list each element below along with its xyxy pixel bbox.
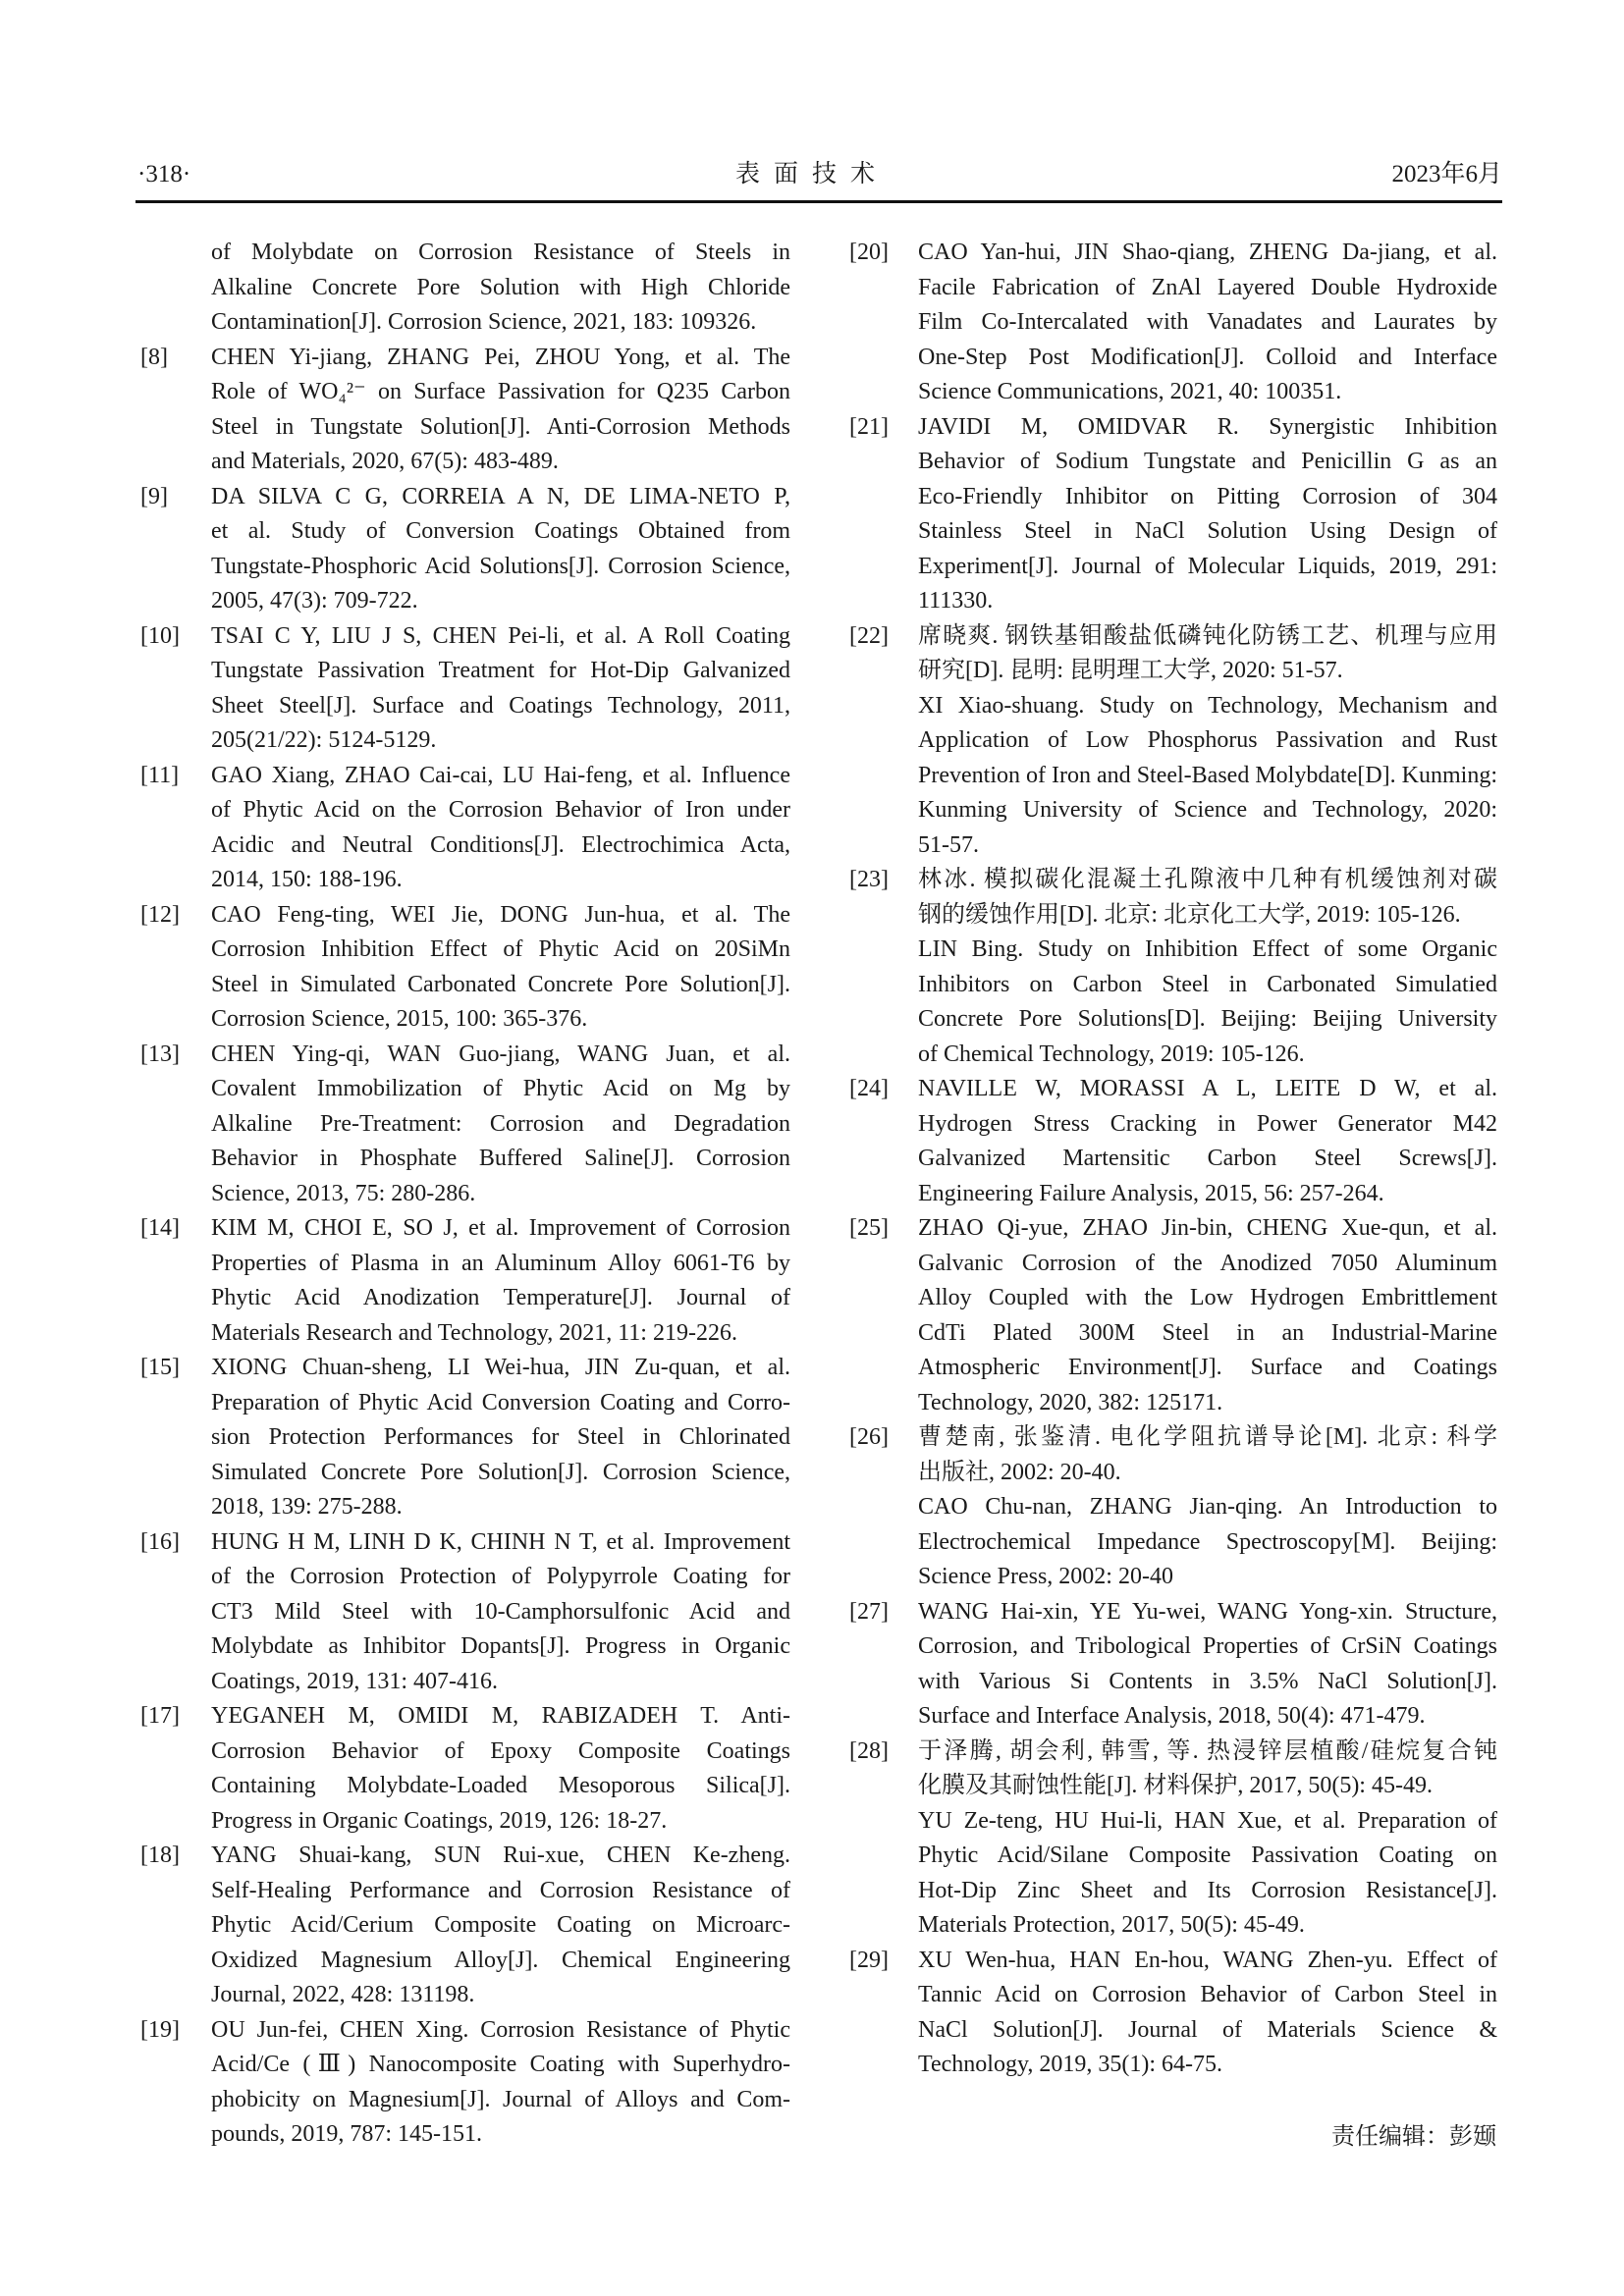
reference-line: Surface and Interface Analysis, 2018, 50(4): 471-479. bbox=[918, 1703, 1426, 1729]
reference-number: [22] bbox=[849, 622, 889, 649]
reference-line: XIONG Chuan-sheng, LI Wei-hua, JIN Zu-quan, et al. bbox=[211, 1355, 790, 1380]
reference-text bbox=[918, 1211, 1497, 1420]
reference-line: Simulated Concrete Pore Solution[J]. Corrosion Science, bbox=[211, 1459, 790, 1485]
reference-number: [9] bbox=[140, 483, 168, 509]
reference-number: [10] bbox=[140, 622, 180, 649]
reference-number: [25] bbox=[849, 1215, 889, 1241]
reference-line: JAVIDI M, OMIDVAR R. Synergistic Inhibition bbox=[918, 413, 1497, 440]
reference-line: Sheet Steel[J]. Surface and Coatings Technology, 2011, bbox=[211, 692, 790, 719]
reference-line: Alkaline Concrete Pore Solution with High Chloride bbox=[211, 274, 790, 300]
reference-line: Covalent Immobilization of Phytic Acid on Mg by bbox=[211, 1076, 790, 1101]
reference-entry bbox=[849, 236, 1497, 410]
reference-line: TSAI C Y, LIU J S, CHEN Pei-li, et al. A Roll Coating bbox=[211, 622, 790, 649]
reference-line: Tannic Acid on Corrosion Behavior of Carbon Steel in bbox=[918, 1982, 1497, 2007]
reference-line: Properties of Plasma in an Aluminum Alloy 6061-T6 by bbox=[211, 1250, 790, 1276]
reference-line: Technology, 2020, 382: 125171. bbox=[918, 1389, 1223, 1415]
reference-line: 研究[D]. 昆明: 昆明理工大学, 2020: 51-57. bbox=[918, 658, 1343, 683]
reference-line: CAO Chu-nan, ZHANG Jian-qing. An Introduction to bbox=[918, 1494, 1497, 1520]
reference-line: 出版社, 2002: 20-40. bbox=[918, 1459, 1121, 1485]
reference-entry bbox=[849, 1595, 1497, 1735]
reference-line: 席晓爽. 钢铁基钼酸盐低磷钝化防锈工艺、机理与应用 bbox=[918, 622, 1497, 649]
reference-line: 2014, 150: 188-196. bbox=[211, 867, 403, 892]
reference-line: DA SILVA C G, CORREIA A N, DE LIMA-NETO P, bbox=[211, 483, 790, 509]
reference-line: of Chemical Technology, 2019: 105-126. bbox=[918, 1041, 1305, 1067]
reference-line: Atmospheric Environment[J]. Surface and Coatings bbox=[918, 1355, 1497, 1380]
reference-line: LIN Bing. Study on Inhibition Effect of some Organic bbox=[918, 936, 1497, 962]
reference-line: XI Xiao-shuang. Study on Technology, Mechanism and bbox=[918, 692, 1497, 719]
reference-text bbox=[918, 1944, 1497, 2083]
reference-line: Tungstate-Phosphoric Acid Solutions[J]. Corrosion Science, bbox=[211, 553, 790, 579]
reference-line: Engineering Failure Analysis, 2015, 56: 257-264. bbox=[918, 1180, 1384, 1206]
reference-line: of Molybdate on Corrosion Resistance of Steels in bbox=[211, 240, 790, 265]
reference-line: pounds, 2019, 787: 145-151. bbox=[211, 2121, 482, 2147]
reference-line: Galvanized Martensitic Carbon Steel Screws[J]. bbox=[918, 1146, 1497, 1171]
reference-entry bbox=[849, 863, 1497, 1072]
reference-line: Molybdate as Inhibitor Dopants[J]. Progress in Organic bbox=[211, 1633, 790, 1659]
reference-line: Facile Fabrication of ZnAl Layered Double Hydroxide bbox=[918, 274, 1497, 300]
reference-entry bbox=[140, 1211, 790, 1351]
reference-line: Technology, 2019, 35(1): 64-75. bbox=[918, 2052, 1223, 2077]
reference-line: 钢的缓蚀作用[D]. 北京: 北京化工大学, 2019: 105-126. bbox=[918, 901, 1461, 928]
reference-line: Corrosion, and Tribological Properties of CrSiN Coatings bbox=[918, 1633, 1497, 1659]
reference-entry bbox=[140, 1038, 790, 1212]
reference-entry bbox=[849, 1211, 1497, 1420]
reference-text bbox=[918, 1595, 1497, 1735]
reference-line: Phytic Acid/Cerium Composite Coating on Microarc- bbox=[211, 1912, 790, 1938]
reference-line: CHEN Ying-qi, WAN Guo-jiang, WANG Juan, et al. bbox=[211, 1041, 790, 1067]
reference-line: Oxidized Magnesium Alloy[J]. Chemical Engineering bbox=[211, 1947, 790, 1973]
reference-line: of the Corrosion Protection of Polypyrrole Coating for bbox=[211, 1564, 790, 1589]
reference-text bbox=[211, 1351, 790, 1525]
reference-line: Stainless Steel in NaCl Solution Using Design of bbox=[918, 518, 1497, 544]
reference-line: Role of WO₄²⁻ on Surface Passivation for Q235 Carbon bbox=[211, 379, 790, 404]
reference-entry bbox=[849, 410, 1497, 619]
reference-line: 化膜及其耐蚀性能[J]. 材料保护, 2017, 50(5): 45-49. bbox=[918, 1773, 1433, 1798]
reference-entry bbox=[140, 1351, 790, 1525]
reference-line: YEGANEH M, OMIDI M, RABIZADEH T. Anti- bbox=[211, 1703, 790, 1729]
reference-entry bbox=[849, 1420, 1497, 1595]
journal-title: 表面技术 bbox=[734, 161, 889, 187]
reference-number: [20] bbox=[849, 240, 889, 265]
reference-number bbox=[140, 236, 211, 341]
reference-text bbox=[918, 1420, 1497, 1595]
reference-text bbox=[918, 410, 1497, 619]
reference-line: phobicity on Magnesium[J]. Journal of Alloys and Com- bbox=[211, 2086, 790, 2112]
reference-line: OU Jun-fei, CHEN Xing. Corrosion Resistance of Phytic bbox=[211, 2016, 790, 2043]
reference-line: Acidic and Neutral Conditions[J]. Electrochimica Acta, bbox=[211, 831, 790, 858]
reference-entry bbox=[140, 759, 790, 898]
reference-line: Film Co-Intercalated with Vanadates and Laurates by bbox=[918, 309, 1497, 335]
reference-entry bbox=[140, 236, 790, 341]
reference-entry bbox=[140, 1839, 790, 2013]
reference-entry bbox=[849, 1072, 1497, 1211]
reference-text bbox=[211, 2013, 790, 2153]
reference-line: Electrochemical Impedance Spectroscopy[M]. Beijing: bbox=[918, 1528, 1497, 1555]
reference-line: WANG Hai-xin, YE Yu-wei, WANG Yong-xin. Structure, bbox=[918, 1598, 1497, 1625]
reference-text bbox=[211, 898, 790, 1038]
reference-entry bbox=[140, 898, 790, 1038]
reference-line: Science, 2013, 75: 280-286. bbox=[211, 1180, 476, 1206]
reference-line: Phytic Acid Anodization Temperature[J]. Journal of bbox=[211, 1285, 790, 1310]
header-rule bbox=[135, 200, 1502, 203]
reference-line: Self-Healing Performance and Corrosion Resistance of bbox=[211, 1877, 790, 1903]
reference-text bbox=[918, 1735, 1497, 1944]
reference-line: Behavior in Phosphate Buffered Saline[J]. Corrosion bbox=[211, 1146, 790, 1171]
reference-line: ZHAO Qi-yue, ZHAO Jin-bin, CHENG Xue-qun, et al. bbox=[918, 1215, 1497, 1241]
reference-line: Steel in Tungstate Solution[J]. Anti-Corrosion Methods bbox=[211, 413, 790, 440]
reference-line: 205(21/22): 5124-5129. bbox=[211, 727, 437, 753]
reference-number: [12] bbox=[140, 901, 180, 928]
reference-line: NaCl Solution[J]. Journal of Materials Science & bbox=[918, 2016, 1497, 2043]
reference-line: Inhibitors on Carbon Steel in Carbonated Simulatied bbox=[918, 971, 1497, 997]
reference-line: Experiment[J]. Journal of Molecular Liquids, 2019, 291: bbox=[918, 553, 1497, 579]
reference-line: 林冰. 模拟碳化混凝土孔隙液中几种有机缓蚀剂对碳 bbox=[918, 867, 1497, 892]
reference-number: [27] bbox=[849, 1598, 889, 1625]
reference-line: 2018, 139: 275-288. bbox=[211, 1494, 403, 1520]
reference-line: NAVILLE W, MORASSI A L, LEITE D W, et al. bbox=[918, 1076, 1497, 1101]
reference-line: YANG Shuai-kang, SUN Rui-xue, CHEN Ke-zheng. bbox=[211, 1842, 790, 1868]
reference-entry bbox=[140, 1525, 790, 1700]
reference-line: Application of Low Phosphorus Passivation and Rust bbox=[918, 727, 1497, 753]
reference-number: [19] bbox=[140, 2016, 180, 2043]
reference-text bbox=[211, 1038, 790, 1212]
reference-entry bbox=[140, 2013, 790, 2153]
reference-line: Science Press, 2002: 20-40 bbox=[918, 1564, 1173, 1589]
reference-line: Galvanic Corrosion of the Anodized 7050 Aluminum bbox=[918, 1250, 1497, 1276]
reference-text bbox=[211, 619, 790, 759]
reference-line: 2005, 47(3): 709-722. bbox=[211, 588, 418, 614]
reference-entry bbox=[849, 1735, 1497, 1944]
reference-entry bbox=[140, 1699, 790, 1839]
reference-line: Materials Research and Technology, 2021, 11: 219-226. bbox=[211, 1319, 737, 1346]
reference-line: Containing Molybdate-Loaded Mesoporous Silica[J]. bbox=[211, 1773, 790, 1798]
reference-line: Alloy Coupled with the Low Hydrogen Embrittlement bbox=[918, 1285, 1497, 1310]
reference-line: of Phytic Acid on the Corrosion Behavior of Iron under bbox=[211, 797, 790, 823]
reference-line: Phytic Acid/Silane Composite Passivation Coating on bbox=[918, 1842, 1497, 1868]
issue-date: 2023年6月 bbox=[1391, 161, 1502, 187]
reference-number: [29] bbox=[849, 1947, 889, 1973]
reference-line: Concrete Pore Solutions[D]. Beijing: Beijing University bbox=[918, 1006, 1497, 1032]
reference-line: sion Protection Performances for Steel in Chlorinated bbox=[211, 1424, 790, 1450]
reference-line: CdTi Plated 300M Steel in an Industrial-Marine bbox=[918, 1319, 1497, 1346]
reference-line: et al. Study of Conversion Coatings Obtained from bbox=[211, 518, 790, 544]
reference-text bbox=[918, 863, 1497, 1072]
reference-line: Prevention of Iron and Steel-Based Molybdate[D]. Kunming: bbox=[918, 762, 1497, 788]
reference-line: Corrosion Behavior of Epoxy Composite Coatings bbox=[211, 1737, 790, 1764]
reference-number: [8] bbox=[140, 344, 168, 370]
reference-line: Alkaline Pre-Treatment: Corrosion and Degradation bbox=[211, 1110, 790, 1137]
reference-number: [15] bbox=[140, 1355, 180, 1380]
reference-text bbox=[211, 480, 790, 619]
reference-entry bbox=[140, 619, 790, 759]
reference-text bbox=[211, 759, 790, 898]
reference-number: [18] bbox=[140, 1842, 180, 1868]
reference-line: CHEN Yi-jiang, ZHANG Pei, ZHOU Yong, et al. The bbox=[211, 344, 790, 370]
page-number: ·318· bbox=[137, 161, 191, 187]
reference-entry bbox=[849, 619, 1497, 864]
reference-text bbox=[211, 1211, 790, 1351]
reference-line: Science Communications, 2021, 40: 100351. bbox=[918, 379, 1342, 404]
reference-number: [13] bbox=[140, 1041, 180, 1067]
reference-line: Kunming University of Science and Technology, 2020: bbox=[918, 797, 1497, 823]
reference-entry bbox=[849, 1944, 1497, 2083]
reference-text bbox=[918, 619, 1497, 864]
reference-line: HUNG H M, LINH D K, CHINH N T, et al. Improvement bbox=[211, 1528, 790, 1555]
reference-line: Coatings, 2019, 131: 407-416. bbox=[211, 1668, 498, 1694]
reference-line: Corrosion Inhibition Effect of Phytic Acid on 20SiMn bbox=[211, 936, 790, 962]
reference-number: [16] bbox=[140, 1528, 180, 1555]
reference-number: [14] bbox=[140, 1215, 180, 1241]
reference-line: Progress in Organic Coatings, 2019, 126: 18-27. bbox=[211, 1807, 668, 1834]
reference-text bbox=[211, 1525, 790, 1700]
reference-column-left bbox=[140, 236, 790, 2153]
reference-text bbox=[211, 1839, 790, 2013]
reference-line: Journal, 2022, 428: 131198. bbox=[211, 1982, 475, 2007]
reference-number: [17] bbox=[140, 1703, 180, 1729]
reference-number: [26] bbox=[849, 1424, 889, 1450]
reference-entry bbox=[140, 341, 790, 480]
reference-line: and Materials, 2020, 67(5): 483-489. bbox=[211, 449, 559, 474]
reference-line: 111330. bbox=[918, 588, 994, 614]
reference-text bbox=[918, 1072, 1497, 1211]
reference-line: Materials Protection, 2017, 50(5): 45-49. bbox=[918, 1912, 1305, 1938]
reference-line: Hot-Dip Zinc Sheet and Its Corrosion Resistance[J]. bbox=[918, 1877, 1497, 1903]
reference-text bbox=[211, 236, 790, 341]
reference-line: One-Step Post Modification[J]. Colloid and Interface bbox=[918, 344, 1497, 370]
reference-line: Tungstate Passivation Treatment for Hot-Dip Galvanized bbox=[211, 658, 790, 683]
reference-line: Steel in Simulated Carbonated Concrete Pore Solution[J]. bbox=[211, 971, 790, 997]
reference-line: Contamination[J]. Corrosion Science, 2021, 183: 109326. bbox=[211, 309, 757, 335]
reference-text bbox=[211, 1699, 790, 1839]
reference-line: KIM M, CHOI E, SO J, et al. Improvement of Corrosion bbox=[211, 1215, 790, 1241]
reference-number: [21] bbox=[849, 413, 889, 440]
responsible-editor: 责任编辑：彭颋 bbox=[1331, 2124, 1496, 2150]
reference-number: [23] bbox=[849, 867, 889, 892]
reference-line: Corrosion Science, 2015, 100: 365-376. bbox=[211, 1006, 588, 1032]
reference-line: GAO Xiang, ZHAO Cai-cai, LU Hai-feng, et al. Influence bbox=[211, 762, 790, 788]
reference-line: Behavior of Sodium Tungstate and Penicillin G as an bbox=[918, 449, 1497, 474]
reference-number: [24] bbox=[849, 1076, 889, 1101]
reference-text bbox=[918, 236, 1497, 410]
reference-column-right bbox=[849, 236, 1497, 2083]
reference-line: CT3 Mild Steel with 10-Camphorsulfonic Acid and bbox=[211, 1598, 790, 1625]
reference-line: CAO Yan-hui, JIN Shao-qiang, ZHENG Da-jiang, et al. bbox=[918, 240, 1497, 265]
reference-line: Preparation of Phytic Acid Conversion Coating and Corro- bbox=[211, 1389, 790, 1415]
reference-number: [28] bbox=[849, 1737, 889, 1764]
reference-number: [11] bbox=[140, 762, 180, 788]
reference-line: Eco-Friendly Inhibitor on Pitting Corrosion of 304 bbox=[918, 483, 1497, 509]
reference-line: CAO Feng-ting, WEI Jie, DONG Jun-hua, et al. The bbox=[211, 901, 790, 928]
reference-line: 曹楚南, 张鉴清. 电化学阻抗谱导论[M]. 北京: 科学 bbox=[918, 1424, 1497, 1450]
reference-line: with Various Si Contents in 3.5% NaCl Solution[J]. bbox=[918, 1668, 1497, 1694]
reference-line: Hydrogen Stress Cracking in Power Generator M42 bbox=[918, 1110, 1497, 1137]
reference-line: 于泽腾, 胡会利, 韩雪, 等. 热浸锌层植酸/硅烷复合钝 bbox=[918, 1737, 1497, 1764]
reference-line: YU Ze-teng, HU Hui-li, HAN Xue, et al. Preparation of bbox=[918, 1807, 1497, 1834]
reference-line: 51-57. bbox=[918, 831, 979, 858]
reference-line: XU Wen-hua, HAN En-hou, WANG Zhen-yu. Effect of bbox=[918, 1947, 1497, 1973]
reference-entry bbox=[140, 480, 790, 619]
reference-line: Acid/Ce (Ⅲ) Nanocomposite Coating with Superhydro- bbox=[211, 2052, 790, 2077]
reference-text bbox=[211, 341, 790, 480]
